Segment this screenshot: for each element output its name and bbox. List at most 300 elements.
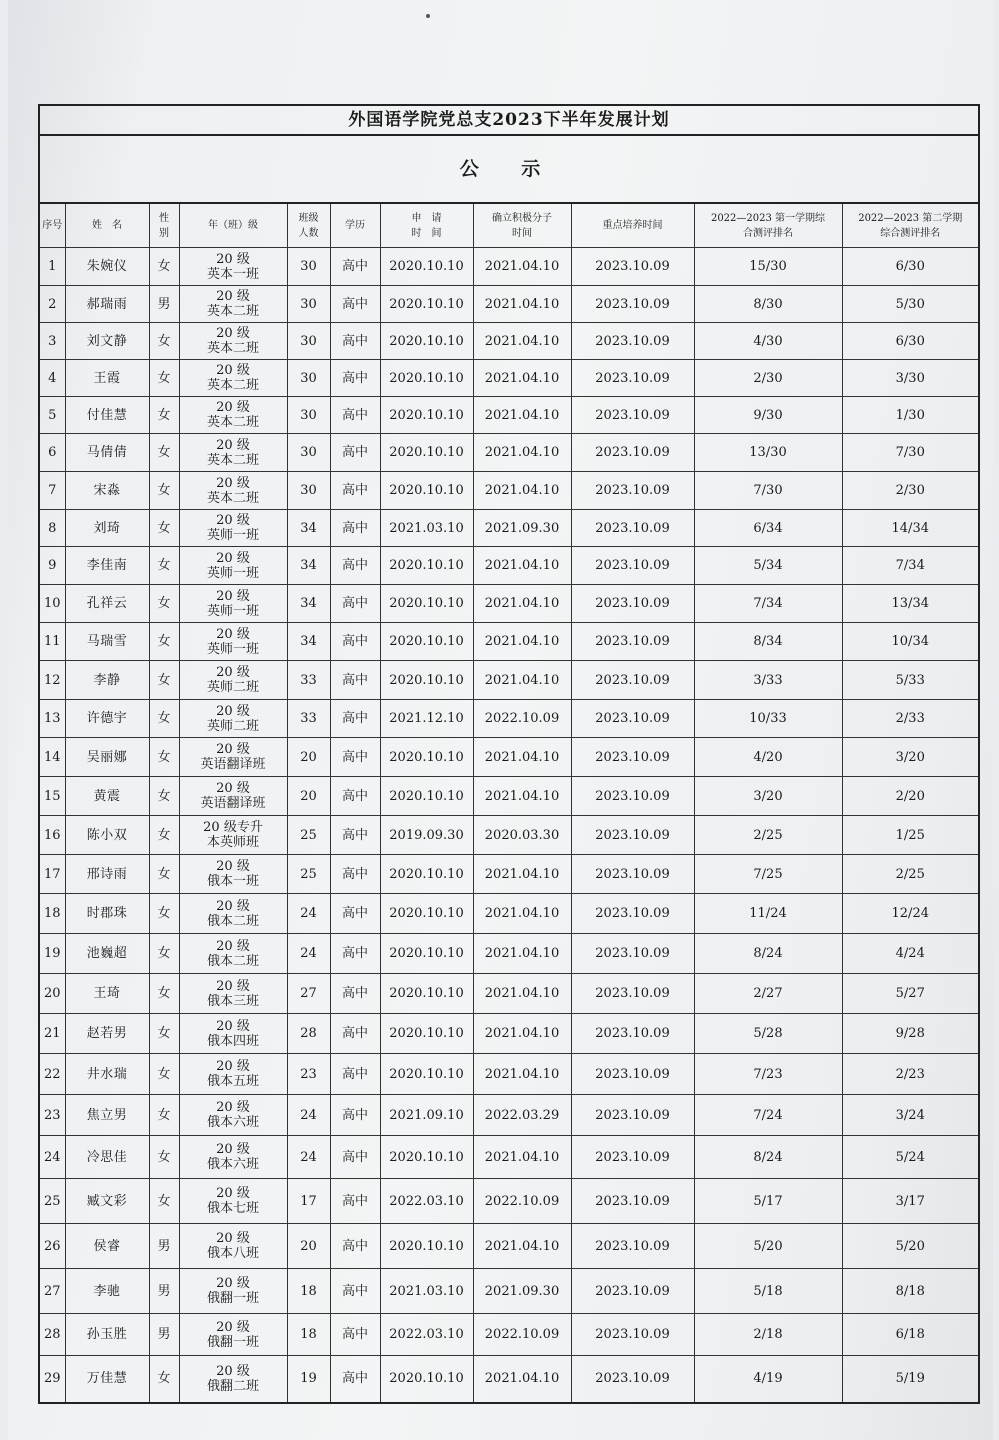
table-row: [40, 585, 978, 623]
cell-name: 万佳慧: [65, 1356, 149, 1402]
cell-training-date: 2023.10.09: [571, 738, 694, 777]
table-row: [40, 1054, 978, 1095]
cell-rank-term1: 5/34: [694, 547, 842, 585]
cell-class-grade: 20 级: [216, 1059, 250, 1074]
table-row: [40, 777, 978, 816]
cell-gender: 女: [149, 434, 179, 472]
header-train-line: 重点培养时间: [602, 220, 663, 231]
cell-name: 邢诗雨: [65, 855, 149, 894]
cell-name: 李静: [65, 661, 149, 700]
cell-education: 高中: [330, 974, 380, 1014]
cell-rank-term1: 2/30: [694, 360, 842, 397]
cell-class-size: 18: [287, 1269, 330, 1314]
cell-seq: 22: [40, 1054, 65, 1095]
cell-gender: 女: [149, 777, 179, 816]
cell-class: [179, 1269, 287, 1314]
cell-rank-term2: 12/24: [842, 894, 978, 934]
cell-class: [179, 1136, 287, 1179]
cell-rank-term1: 4/30: [694, 323, 842, 360]
cell-rank-term2: 3/20: [842, 738, 978, 777]
cell-training-date: 2023.10.09: [571, 286, 694, 323]
cell-class-cls: 俄本二班: [206, 953, 259, 969]
header-size-line: 人数: [298, 227, 319, 239]
cell-education: 高中: [330, 472, 380, 510]
cell-rank-term2: 7/34: [842, 547, 978, 585]
cell-class-grade: 20 级专升: [203, 820, 263, 835]
cell-class-cls: 英师一班: [206, 528, 259, 543]
cell-name: 孔祥云: [65, 585, 149, 623]
cell-name: 王琦: [65, 974, 149, 1014]
cell-rank-term2: 1/30: [842, 397, 978, 434]
cell-class: [179, 623, 287, 661]
cell-education: 高中: [330, 1014, 380, 1054]
cell-activist-date: 2021.04.10: [473, 777, 571, 816]
cell-rank-term1: 9/30: [694, 397, 842, 434]
cell-apply-date: 2020.10.10: [380, 323, 473, 360]
cell-name: 池巍超: [65, 934, 149, 974]
cell-rank-term1: 7/34: [694, 585, 842, 623]
cell-class: [179, 1054, 287, 1095]
cell-name: 马倩倩: [65, 434, 149, 472]
table-row: [40, 1136, 978, 1179]
cell-class-size: 28: [287, 1014, 330, 1054]
cell-name: 宋淼: [65, 472, 149, 510]
cell-activist-date: 2021.04.10: [473, 1356, 571, 1402]
table-row: [40, 1314, 978, 1356]
table-row: [40, 700, 978, 738]
cell-apply-date: 2020.10.10: [380, 855, 473, 894]
cell-rank-term1: 5/17: [694, 1179, 842, 1224]
cell-activist-date: 2021.04.10: [473, 547, 571, 585]
cell-class-size: 20: [287, 1224, 330, 1269]
cell-class-cls: 英语翻译班: [200, 757, 266, 772]
document-subtitle: 公 示: [40, 136, 978, 204]
cell-class-size: 25: [287, 816, 330, 855]
cell-class-grade: 20 级: [216, 326, 250, 341]
cell-class-size: 19: [287, 1356, 330, 1402]
cell-class-size: 23: [287, 1054, 330, 1095]
cell-rank-term2: 2/20: [842, 777, 978, 816]
cell-training-date: 2023.10.09: [571, 510, 694, 547]
cell-class-cls: 俄本一班: [206, 874, 259, 889]
cell-class-size: 20: [287, 777, 330, 816]
cell-seq: 6: [40, 434, 65, 472]
cell-activist-date: 2020.03.30: [473, 816, 571, 855]
cell-rank-term1: 5/18: [694, 1269, 842, 1314]
cell-name: 黄震: [65, 777, 149, 816]
cell-name: 付佳慧: [65, 397, 149, 434]
cell-class-cls: 英本二班: [206, 304, 259, 319]
cell-class-grade: 20 级: [216, 588, 250, 604]
cell-name: 许德宇: [65, 700, 149, 738]
cell-apply-date: 2020.10.10: [380, 397, 473, 434]
cell-rank-term1: 6/34: [694, 510, 842, 547]
cell-gender: 男: [149, 1314, 179, 1356]
cell-seq: 13: [40, 700, 65, 738]
cell-name: 刘琦: [65, 510, 149, 547]
cell-rank-term1: 2/25: [694, 816, 842, 855]
table-row: [40, 360, 978, 397]
cell-education: 高中: [330, 894, 380, 934]
cell-seq: 5: [40, 397, 65, 434]
cell-activist-date: 2021.04.10: [473, 974, 571, 1014]
header-seq: [40, 204, 65, 248]
cell-class-size: 30: [287, 397, 330, 434]
cell-class-cls: 俄翻一班: [206, 1334, 259, 1350]
cell-seq: 4: [40, 360, 65, 397]
cell-rank-term2: 9/28: [842, 1014, 978, 1054]
cell-name: 焦立男: [65, 1095, 149, 1136]
cell-activist-date: 2021.04.10: [473, 248, 571, 286]
header-rank2-line: 2022—2023 第二学期: [858, 212, 963, 224]
header-row: [40, 204, 978, 248]
cell-education: 高中: [330, 360, 380, 397]
cell-seq: 26: [40, 1224, 65, 1269]
cell-seq: 29: [40, 1356, 65, 1402]
cell-class-grade: 20 级: [216, 703, 250, 719]
cell-rank-term1: 13/30: [694, 434, 842, 472]
cell-class: [179, 700, 287, 738]
cell-rank-term2: 2/25: [842, 855, 978, 894]
cell-apply-date: 2020.10.10: [380, 1136, 473, 1179]
cell-name: 郝瑞雨: [65, 286, 149, 323]
cell-gender: 女: [149, 974, 179, 1014]
cell-rank-term2: 4/24: [842, 934, 978, 974]
cell-gender: 女: [149, 547, 179, 585]
cell-class-grade: 20 级: [216, 400, 250, 415]
cell-class-size: 17: [287, 1179, 330, 1224]
cell-class-size: 24: [287, 934, 330, 974]
cell-class-size: 24: [287, 1136, 330, 1179]
cell-class: [179, 1314, 287, 1356]
cell-education: 高中: [330, 1314, 380, 1356]
cell-gender: 女: [149, 738, 179, 777]
notice-document: [38, 104, 980, 1404]
cell-rank-term2: 8/18: [842, 1269, 978, 1314]
cell-name: 侯睿: [65, 1224, 149, 1269]
header-name: [65, 204, 149, 248]
cell-seq: 15: [40, 777, 65, 816]
cell-rank-term2: 6/30: [842, 248, 978, 286]
cell-training-date: 2023.10.09: [571, 472, 694, 510]
cell-training-date: 2023.10.09: [571, 661, 694, 700]
cell-training-date: 2023.10.09: [571, 623, 694, 661]
cell-class-size: 30: [287, 248, 330, 286]
cell-gender: 女: [149, 1356, 179, 1402]
table-row: [40, 974, 978, 1014]
cell-class-grade: 20 级: [216, 1100, 250, 1115]
cell-training-date: 2023.10.09: [571, 1314, 694, 1356]
cell-rank-term2: 2/30: [842, 472, 978, 510]
cell-rank-term2: 14/34: [842, 510, 978, 547]
cell-education: 高中: [330, 661, 380, 700]
header-rank1-line: 合测评排名: [743, 227, 793, 239]
header-size-line: 班级: [298, 212, 319, 224]
cell-activist-date: 2022.10.09: [473, 700, 571, 738]
cell-gender: 女: [149, 248, 179, 286]
cell-class-grade: 20 级: [216, 665, 250, 680]
table-row: [40, 1095, 978, 1136]
cell-education: 高中: [330, 434, 380, 472]
cell-training-date: 2023.10.09: [571, 700, 694, 738]
cell-rank-term1: 7/23: [694, 1054, 842, 1095]
cell-class-cls: 英师二班: [206, 718, 259, 734]
document-title: 外国语学院党总支2023下半年发展计划: [40, 106, 978, 136]
cell-activist-date: 2021.04.10: [473, 1224, 571, 1269]
cell-class: [179, 1014, 287, 1054]
cell-rank-term2: 3/17: [842, 1179, 978, 1224]
cell-class-grade: 20 级: [216, 251, 250, 267]
table-row: [40, 472, 978, 510]
cell-class: [179, 1095, 287, 1136]
cell-activist-date: 2021.04.10: [473, 1136, 571, 1179]
cell-gender: 女: [149, 472, 179, 510]
cell-seq: 3: [40, 323, 65, 360]
cell-apply-date: 2020.10.10: [380, 472, 473, 510]
cell-class-grade: 20 级: [216, 978, 250, 994]
table-row: [40, 286, 978, 323]
cell-class-size: 24: [287, 1095, 330, 1136]
table-row: [40, 661, 978, 700]
cell-class-size: 25: [287, 855, 330, 894]
cell-class-cls: 英师一班: [206, 603, 259, 619]
cell-class-size: 27: [287, 974, 330, 1014]
cell-gender: 女: [149, 1014, 179, 1054]
table-row: [40, 738, 978, 777]
cell-gender: 女: [149, 700, 179, 738]
table-row: [40, 855, 978, 894]
cell-education: 高中: [330, 855, 380, 894]
cell-activist-date: 2021.04.10: [473, 738, 571, 777]
cell-apply-date: 2020.10.10: [380, 286, 473, 323]
table-body: [40, 248, 978, 1402]
cell-apply-date: 2021.03.10: [380, 510, 473, 547]
cell-apply-date: 2020.10.10: [380, 1224, 473, 1269]
cell-class-cls: 英本二班: [206, 490, 259, 506]
cell-rank-term2: 5/33: [842, 661, 978, 700]
header-size: [287, 204, 330, 248]
cell-education: 高中: [330, 1054, 380, 1095]
cell-activist-date: 2021.04.10: [473, 1054, 571, 1095]
cell-class-grade: 20 级: [216, 437, 250, 453]
header-rank2: [842, 204, 978, 248]
cell-education: 高中: [330, 248, 380, 286]
cell-class: [179, 1356, 287, 1402]
cell-education: 高中: [330, 816, 380, 855]
cell-class-cls: 本英师班: [206, 835, 259, 850]
header-rank2-line: 综合测评排名: [880, 227, 941, 239]
cell-training-date: 2023.10.09: [571, 1356, 694, 1402]
cell-rank-term2: 6/30: [842, 323, 978, 360]
cell-seq: 18: [40, 894, 65, 934]
cell-training-date: 2023.10.09: [571, 974, 694, 1014]
cell-class-cls: 俄本八班: [206, 1246, 259, 1261]
header-class-line: 年（班）级: [208, 220, 258, 231]
cell-rank-term1: 2/18: [694, 1314, 842, 1356]
cell-training-date: 2023.10.09: [571, 894, 694, 934]
cell-education: 高中: [330, 1179, 380, 1224]
cell-class: [179, 248, 287, 286]
cell-class-grade: 20 级: [216, 513, 250, 528]
cell-class-grade: 20 级: [216, 1231, 250, 1246]
cell-education: 高中: [330, 623, 380, 661]
cell-activist-date: 2021.04.10: [473, 360, 571, 397]
cell-activist-date: 2022.10.09: [473, 1179, 571, 1224]
cell-rank-term2: 13/34: [842, 585, 978, 623]
cell-gender: 女: [149, 623, 179, 661]
cell-training-date: 2023.10.09: [571, 1179, 694, 1224]
cell-education: 高中: [330, 1269, 380, 1314]
cell-class: [179, 286, 287, 323]
cell-rank-term1: 3/20: [694, 777, 842, 816]
cell-education: 高中: [330, 1356, 380, 1402]
cell-apply-date: 2022.03.10: [380, 1314, 473, 1356]
cell-training-date: 2023.10.09: [571, 1095, 694, 1136]
cell-rank-term1: 11/24: [694, 894, 842, 934]
cell-training-date: 2023.10.09: [571, 323, 694, 360]
cell-class-grade: 20 级: [216, 1319, 250, 1335]
cell-activist-date: 2021.04.10: [473, 286, 571, 323]
cell-seq: 2: [40, 286, 65, 323]
header-edu: [330, 204, 380, 248]
header-train: [571, 204, 694, 248]
cell-class: [179, 434, 287, 472]
cell-rank-term1: 4/19: [694, 1356, 842, 1402]
cell-rank-term1: 7/25: [694, 855, 842, 894]
cell-class: [179, 974, 287, 1014]
cell-apply-date: 2020.10.10: [380, 434, 473, 472]
cell-activist-date: 2021.04.10: [473, 1014, 571, 1054]
cell-activist-date: 2021.09.30: [473, 510, 571, 547]
cell-training-date: 2023.10.09: [571, 1269, 694, 1314]
cell-seq: 23: [40, 1095, 65, 1136]
cell-class-grade: 20 级: [216, 1276, 250, 1291]
cell-rank-term1: 15/30: [694, 248, 842, 286]
cell-class: [179, 934, 287, 974]
cell-rank-term2: 1/25: [842, 816, 978, 855]
header-name-line: 姓 名: [92, 220, 122, 231]
cell-rank-term2: 5/24: [842, 1136, 978, 1179]
cell-class-grade: 20 级: [216, 626, 250, 642]
cell-class: [179, 547, 287, 585]
cell-class: [179, 661, 287, 700]
cell-class-grade: 20 级: [216, 289, 250, 304]
cell-gender: 女: [149, 1136, 179, 1179]
cell-class-size: 33: [287, 661, 330, 700]
cell-gender: 女: [149, 323, 179, 360]
cell-apply-date: 2020.10.10: [380, 623, 473, 661]
cell-class-grade: 20 级: [216, 859, 250, 874]
cell-gender: 女: [149, 661, 179, 700]
cell-rank-term1: 7/30: [694, 472, 842, 510]
cell-training-date: 2023.10.09: [571, 434, 694, 472]
cell-rank-term1: 8/24: [694, 1136, 842, 1179]
cell-name: 时郡珠: [65, 894, 149, 934]
cell-training-date: 2023.10.09: [571, 1014, 694, 1054]
table-row: [40, 248, 978, 286]
cell-apply-date: 2020.10.10: [380, 777, 473, 816]
cell-rank-term1: 5/28: [694, 1014, 842, 1054]
cell-rank-term2: 6/18: [842, 1314, 978, 1356]
cell-seq: 7: [40, 472, 65, 510]
cell-class-cls: 英本二班: [206, 378, 259, 393]
cell-class-grade: 20 级: [216, 938, 250, 954]
cell-training-date: 2023.10.09: [571, 934, 694, 974]
header-gender-line: 性: [159, 212, 169, 224]
cell-apply-date: 2022.03.10: [380, 1179, 473, 1224]
cell-activist-date: 2021.04.10: [473, 934, 571, 974]
cell-training-date: 2023.10.09: [571, 1224, 694, 1269]
cell-class-cls: 英本一班: [206, 266, 259, 282]
header-class: [179, 204, 287, 248]
cell-training-date: 2023.10.09: [571, 585, 694, 623]
cell-seq: 9: [40, 547, 65, 585]
cell-class-cls: 俄本七班: [206, 1201, 259, 1216]
header-apply-line: 时 间: [411, 227, 442, 239]
cell-education: 高中: [330, 777, 380, 816]
cell-name: 刘文静: [65, 323, 149, 360]
cell-class: [179, 1224, 287, 1269]
paper-sheet: [8, 0, 993, 1440]
cell-rank-term2: 5/27: [842, 974, 978, 1014]
cell-apply-date: 2020.10.10: [380, 360, 473, 397]
cell-rank-term2: 2/33: [842, 700, 978, 738]
cell-class-cls: 俄本六班: [206, 1115, 259, 1130]
cell-training-date: 2023.10.09: [571, 360, 694, 397]
cell-rank-term1: 2/27: [694, 974, 842, 1014]
cell-activist-date: 2021.04.10: [473, 894, 571, 934]
cell-training-date: 2023.10.09: [571, 397, 694, 434]
cell-rank-term1: 5/20: [694, 1224, 842, 1269]
cell-rank-term1: 4/20: [694, 738, 842, 777]
cell-class-cls: 英语翻译班: [200, 796, 266, 811]
table-row: [40, 547, 978, 585]
cell-training-date: 2023.10.09: [571, 855, 694, 894]
cell-rank-term1: 3/33: [694, 661, 842, 700]
cell-class-size: 34: [287, 547, 330, 585]
cell-apply-date: 2019.09.30: [380, 816, 473, 855]
table-row: [40, 816, 978, 855]
cell-class-cls: 俄翻二班: [206, 1378, 259, 1394]
cell-training-date: 2023.10.09: [571, 248, 694, 286]
cell-activist-date: 2021.04.10: [473, 323, 571, 360]
cell-seq: 12: [40, 661, 65, 700]
cell-apply-date: 2020.10.10: [380, 248, 473, 286]
cell-training-date: 2023.10.09: [571, 816, 694, 855]
header-edu-line: 学历: [345, 220, 365, 231]
header-active-line: 时间: [512, 227, 532, 239]
cell-gender: 女: [149, 585, 179, 623]
cell-class-cls: 英本二班: [206, 341, 259, 356]
cell-training-date: 2023.10.09: [571, 777, 694, 816]
cell-name: 马瑞雪: [65, 623, 149, 661]
cell-activist-date: 2021.04.10: [473, 855, 571, 894]
cell-seq: 17: [40, 855, 65, 894]
cell-class: [179, 777, 287, 816]
cell-seq: 1: [40, 248, 65, 286]
cell-class-cls: 俄本二班: [206, 913, 259, 929]
cell-education: 高中: [330, 286, 380, 323]
cell-gender: 女: [149, 894, 179, 934]
cell-class-cls: 英师二班: [206, 680, 259, 695]
cell-class-grade: 20 级: [216, 1186, 250, 1201]
cell-name: 臧文彩: [65, 1179, 149, 1224]
cell-activist-date: 2021.09.30: [473, 1269, 571, 1314]
cell-class-cls: 俄本五班: [206, 1074, 259, 1089]
cell-class-cls: 英师一班: [206, 565, 259, 581]
cell-name: 朱婉仪: [65, 248, 149, 286]
cell-class: [179, 738, 287, 777]
